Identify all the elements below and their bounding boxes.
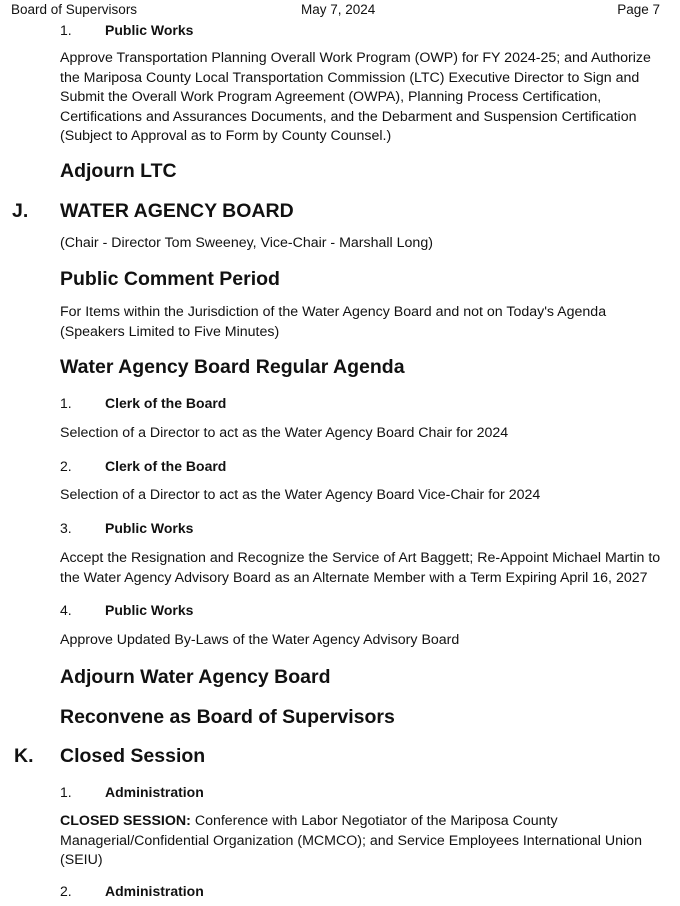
description-line: Certifications and Assurances Documents, and the Debarment and Suspension Certification	[60, 108, 637, 125]
item-description	[60, 812, 660, 871]
section-subtitle	[60, 234, 660, 254]
description-line: Managerial/Confidential Organization (MCMCO); and Service Employees International Union	[60, 832, 642, 849]
item-number: 1.	[60, 22, 72, 38]
item-description	[60, 486, 660, 506]
item-department: Administration	[105, 784, 204, 800]
description-line: (Speakers Limited to Five Minutes)	[60, 323, 280, 340]
reconvene-heading: Reconvene as Board of Supervisors	[60, 706, 395, 728]
public-comment-heading: Public Comment Period	[60, 268, 280, 290]
item-description	[60, 631, 660, 651]
description-line: (SEIU)	[60, 852, 103, 868]
description-line	[60, 812, 660, 832]
description-line: Approve Transportation Planning Overall Work Program (OWP) for FY 2024-25; and Authorize	[60, 50, 651, 66]
subtitle-line: (Chair - Director Tom Sweeney, Vice-Chair - Marshall Long)	[60, 235, 433, 251]
description-line: For Items within the Jurisdiction of the Water Agency Board and not on Today's Agenda	[60, 304, 607, 320]
section-letter: J.	[12, 200, 29, 222]
item-department: Public Works	[105, 520, 194, 536]
description-line: Selection of a Director to act as the Water Agency Board Chair for 2024	[60, 425, 509, 441]
header-board-name: Board of Supervisors	[11, 2, 138, 17]
item-number: 4.	[60, 602, 72, 618]
item-department: Public Works	[105, 22, 194, 38]
item-number: 3.	[60, 520, 72, 536]
description-line: the Mariposa County Local Transportation Commission (LTC) Executive Director to Sign and	[60, 69, 640, 86]
description-line: Approve Updated By-Laws of the Water Agency Advisory Board	[60, 632, 460, 648]
closed-session-label: CLOSED SESSION:	[60, 813, 191, 829]
section-title: WATER AGENCY BOARD	[60, 200, 294, 222]
item-department: Administration	[105, 883, 204, 899]
item-description	[60, 549, 660, 588]
header-date: May 7, 2024	[301, 2, 376, 17]
item-department: Public Works	[105, 602, 194, 618]
item-department: Clerk of the Board	[105, 395, 227, 411]
adjourn-water-agency-heading: Adjourn Water Agency Board	[60, 666, 331, 688]
item-department: Clerk of the Board	[105, 458, 227, 474]
item-number: 2.	[60, 883, 72, 899]
item-description	[60, 424, 660, 444]
description-line: Accept the Resignation and Recognize the Service of Art Baggett; Re-Appoint Michael Martin to	[60, 550, 661, 566]
header-page-number: Page 7	[617, 2, 660, 17]
description-line: Submit the Overall Work Program Agreement (OWPA), Planning Process Certification,	[60, 89, 602, 105]
description-line: Selection of a Director to act as the Water Agency Board Vice-Chair for 2024	[60, 487, 541, 503]
public-comment-description	[60, 303, 660, 342]
description-line: (Subject to Approval as to Form by County Counsel.)	[60, 128, 392, 144]
page-header	[11, 2, 660, 20]
description-line: the Water Agency Advisory Board as an Alternate Member with a Term Expiring April 16, 2027	[60, 569, 648, 586]
regular-agenda-heading: Water Agency Board Regular Agenda	[60, 356, 405, 378]
item-number: 1.	[60, 784, 72, 800]
item-number: 1.	[60, 395, 72, 411]
adjourn-ltc-heading: Adjourn LTC	[60, 160, 177, 182]
section-title: Closed Session	[60, 745, 206, 767]
section-letter: K.	[14, 745, 34, 767]
item-description	[60, 49, 660, 147]
item-number: 2.	[60, 458, 72, 474]
description-text: Conference with Labor Negotiator of the Mariposa County	[190, 813, 558, 829]
